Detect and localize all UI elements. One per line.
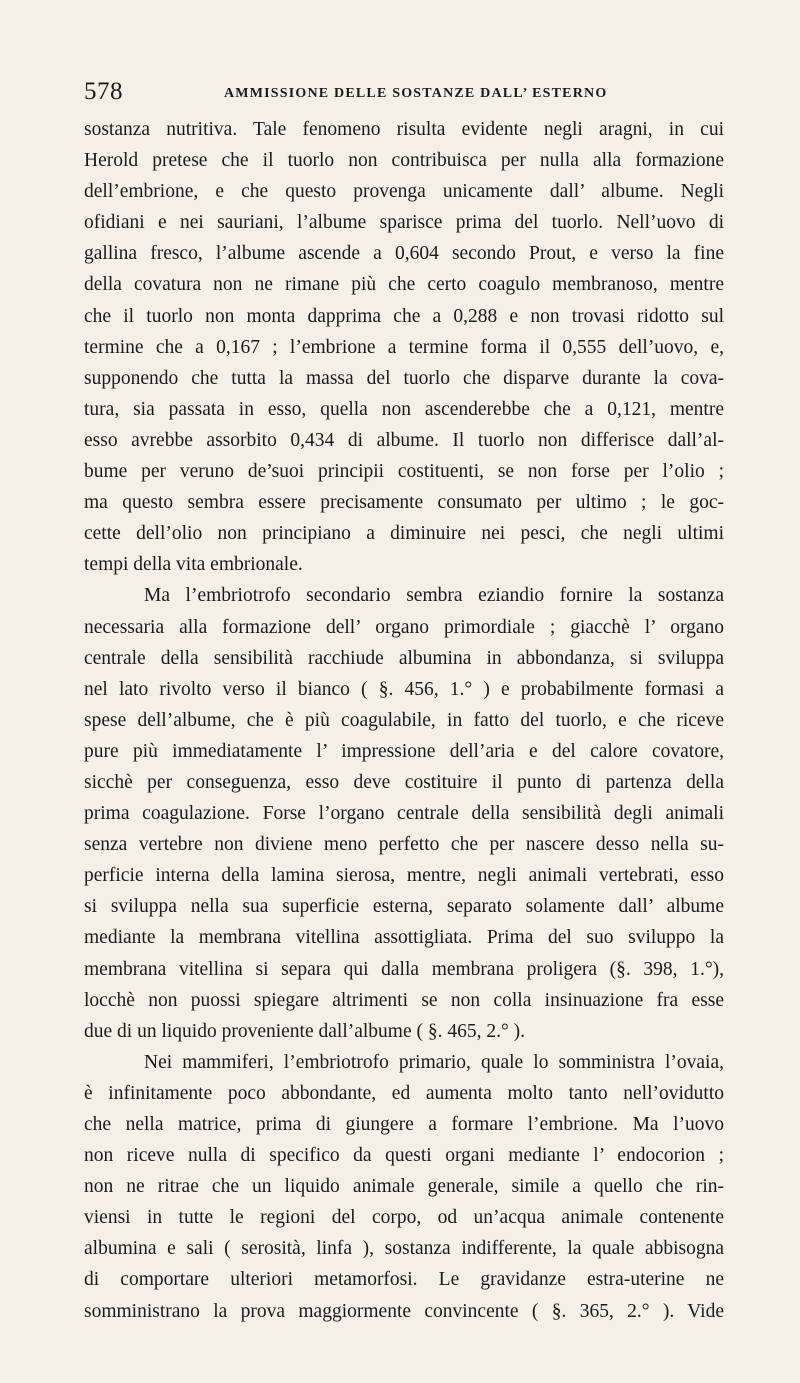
page-header xyxy=(84,78,724,118)
body-text xyxy=(84,114,724,1327)
text-line: supponendo che tutta la massa del tuorlo che disparve durante la cova- xyxy=(84,367,724,389)
text-line: due di un liquido proveniente dall’albume ( §. 465, 2.° ). xyxy=(84,1020,526,1042)
page-number: 578 xyxy=(84,78,123,105)
text-line: gallina fresco, l’albume ascende a 0,604 secondo Prout, e verso la fine xyxy=(84,243,724,265)
text-line: bume per veruno de’suoi principii costituenti, se non forse per l’olio ; xyxy=(84,461,724,483)
text-line: albumina e sali ( serosità, linfa ), sostanza indifferente, la quale abbisogna xyxy=(84,1238,724,1260)
text-line: non ne ritrae che un liquido animale generale, simile a quello che rin- xyxy=(84,1176,724,1198)
text-line: ofidiani e nei sauriani, l’albume sparisce prima del tuorlo. Nell’uovo di xyxy=(84,212,724,234)
text-line: tempi della vita embrionale. xyxy=(84,554,303,576)
text-line: che il tuorlo non monta dapprima che a 0,288 e non trovasi ridotto sul xyxy=(84,305,724,327)
text-line: pure più immediatamente l’ impressione dell’aria e del calore covatore, xyxy=(84,740,724,762)
text-line: sicchè per conseguenza, esso deve costituire il punto di partenza della xyxy=(84,771,724,793)
text-line: mediante la membrana vitellina assottigliata. Prima del suo sviluppo la xyxy=(84,927,724,949)
text-line: sostanza nutritiva. Tale fenomeno risulta evidente negli aragni, in cui xyxy=(84,119,724,140)
text-line: Herold pretese che il tuorlo non contribuisca per nulla alla formazione xyxy=(84,150,724,172)
text-line: viensi in tutte le regioni del corpo, od un’acqua animale contenente xyxy=(84,1207,724,1229)
text-line: è infinitamente poco abbondante, ed aumenta molto tanto nell’ovidutto xyxy=(84,1082,724,1104)
text-line: si sviluppa nella sua superficie esterna, separato solamente dall’ albume xyxy=(84,896,724,918)
text-line: che nella matrice, prima di giungere a formare l’embrione. Ma l’uovo xyxy=(84,1114,724,1135)
text-line: di comportare ulteriori metamorfosi. Le gravidanze estra-uterine ne xyxy=(84,1269,724,1291)
text-line: prima coagulazione. Forse l’organo centrale della sensibilità degli animali xyxy=(84,803,724,825)
text-line: esso avrebbe assorbito 0,434 di albume. Il tuorlo non differisce dall’al- xyxy=(84,429,724,451)
text-line: tura, sia passata in esso, quella non ascenderebbe che a 0,121, mentre xyxy=(84,398,724,420)
text-line: membrana vitellina si separa qui dalla membrana proligera (§. 398, 1.°), xyxy=(84,958,724,980)
text-line: senza vertebre non diviene meno perfetto che per nascere desso nella su- xyxy=(84,834,724,856)
text-line: nel lato rivolto verso il bianco ( §. 456, 1.° ) e probabilmente formasi a xyxy=(84,678,724,700)
text-line: ma questo sembra essere precisamente consumato per ultimo ; le goc- xyxy=(84,492,724,514)
text-line: termine che a 0,167 ; l’embrione a termine forma il 0,555 dell’uovo, e, xyxy=(84,336,724,358)
text-line: locchè non puossi spiegare altrimenti se non colla insinuazione fra esse xyxy=(84,989,724,1011)
text-line: cette dell’olio non principiano a diminuire nei pesci, che negli ultimi xyxy=(84,523,724,545)
text-line: necessaria alla formazione dell’ organo primordiale ; giacchè l’ organo xyxy=(84,616,724,638)
text-line: centrale della sensibilità racchiude albumina in abbondanza, si sviluppa xyxy=(84,647,724,669)
text-line: Nei mammiferi, l’embriotrofo primario, quale lo somministra l’ovaia, xyxy=(144,1051,724,1073)
text-line: somministrano la prova maggiormente convincente ( §. 365, 2.° ). Vide xyxy=(84,1300,724,1322)
running-head: AMMISSIONE DELLE SOSTANZE DALL’ ESTERNO xyxy=(224,86,608,101)
text-line: spese dell’albume, che è più coagulabile, in fatto del tuorlo, e che riceve xyxy=(84,709,724,731)
text-line: dell’embrione, e che questo provenga unicamente dall’ albume. Negli xyxy=(84,181,724,203)
text-line: perficie interna della lamina sierosa, mentre, negli animali vertebrati, esso xyxy=(84,865,724,887)
text-line: non riceve nulla di specifico da questi organi mediante l’ endocorion ; xyxy=(84,1145,724,1167)
text-line: Ma l’embriotrofo secondario sembra eziandio fornire la sostanza xyxy=(144,585,724,607)
text-line: della covatura non ne rimane più che certo coagulo membranoso, mentre xyxy=(84,274,724,296)
